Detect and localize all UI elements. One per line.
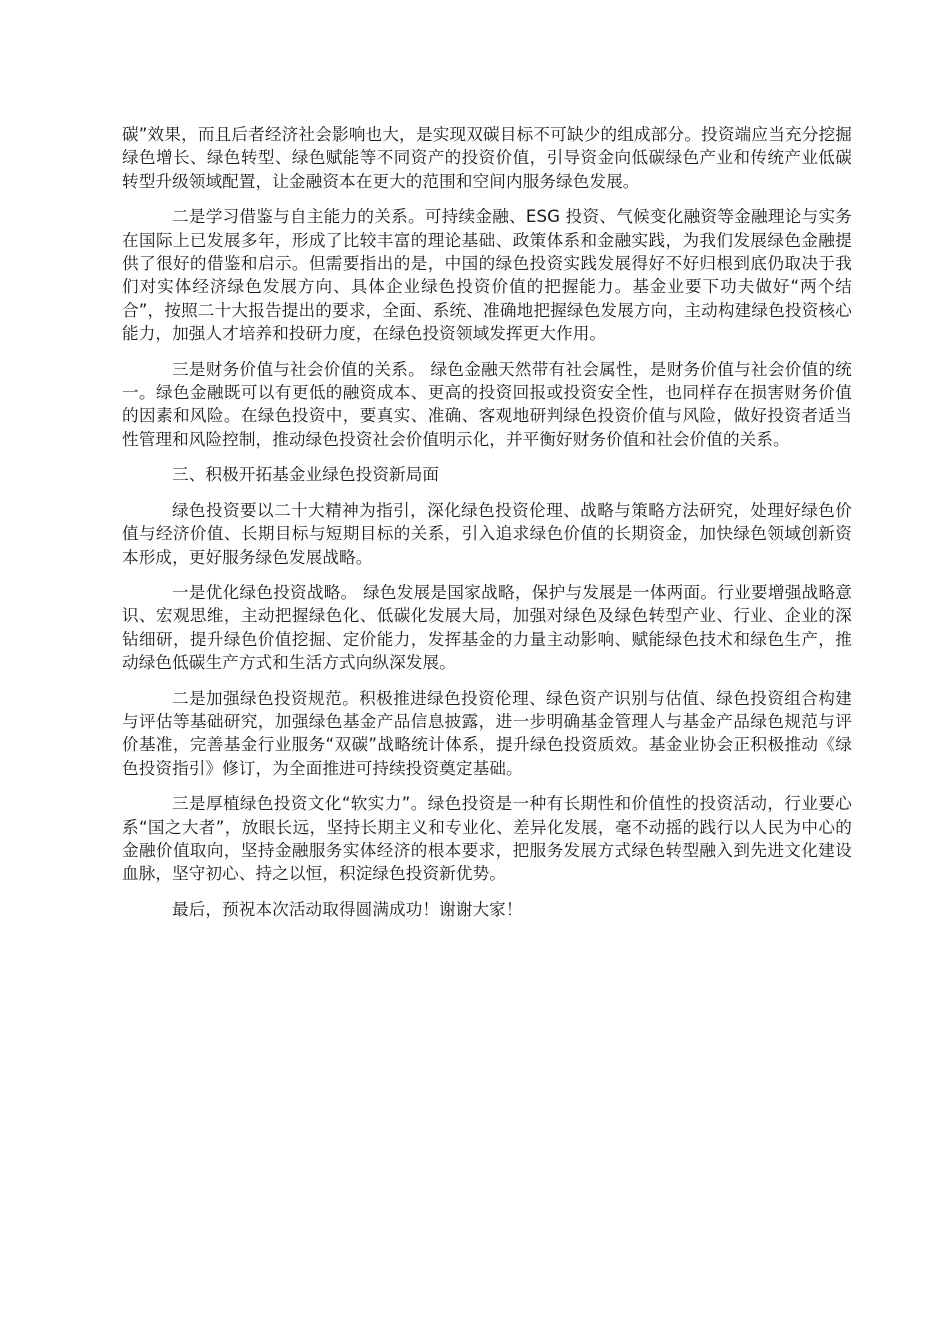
paragraph-closing: 最后，预祝本次活动取得圆满成功！谢谢大家！ xyxy=(172,899,523,919)
paragraph-optimize-strategy: 一是优化绿色投资战略。 绿色发展是国家战略，保护与发展是一体两面。行业要增强战略意识、宏观思维，主动把握绿色化、低碳化发展大局，加强对绿色及绿色转型产业、行业、企业的深钻细研，提升绿色价值挖掘、定价能力，发挥基金的力量主动影响、赋能绿色技术和绿色生产，推动绿色低碳生产方式和生活方式向纵深发展。 xyxy=(122,582,852,673)
paragraph-continuation: 碳”效果，而且后者经济社会影响也大，是实现双碳目标不可缺少的组成部分。投资端应当充分挖掘绿色增长、绿色转型、绿色赋能等不同资产的投资价值，引导资金向低碳绿色产业和传统产业低碳转型升级领域配置，让金融资本在更大的范围和空间内服务绿色发展。 xyxy=(122,125,852,191)
paragraph-investment-culture: 三是厚植绿色投资文化“软实力”。绿色投资是一种有长期性和价值性的投资活动，行业要心系“国之大者”，放眼长远，坚持长期主义和专业化、差异化发展，毫不动摇的践行以人民为中心的金融价值取向，坚持金融服务实体经济的根本要求，把服务发展方式绿色转型融入到先进文化建设血脉，坚守初心、持之以恒，积淀绿色投资新优势。 xyxy=(122,794,852,884)
document-body xyxy=(122,123,852,933)
paragraph-learning-vs-autonomy: 二是学习借鉴与自主能力的关系。可持续金融、ESG 投资、气候变化融资等金融理论与实务在国际上已发展多年，形成了比较丰富的理论基础、政策体系和金融实践，为我们发展绿色金融提供了很好的借鉴和启示。但需要指出的是，中国的绿色投资实践发展得好不好归根到底仍取决于我们对实体经济绿色发展方向、具体企业绿色投资价值的把握能力。基金业要下功夫做好“两个结合”，按照二十大报告提出的要求，全面、系统、准确地把握绿色发展方向，主动构建绿色投资核心能力，加强人才培养和投研力度，在绿色投资领域发挥更大作用。 xyxy=(122,207,852,344)
paragraph-strengthen-norms: 二是加强绿色投资规范。积极推进绿色投资伦理、绿色资产识别与估值、绿色投资组合构建与评估等基础研究，加强绿色基金产品信息披露，进一步明确基金管理人与基金产品绿色规范与评价基准，完善基金行业服务“双碳”战略统计体系，提升绿色投资质效。基金业协会正积极推动《绿色投资指引》修订，为全面推进可持续投资奠定基础。 xyxy=(122,688,852,778)
section-heading: 三、积极开拓基金业绿色投资新局面 xyxy=(172,465,440,485)
paragraph-financial-vs-social-value: 三是财务价值与社会价值的关系。 绿色金融天然带有社会属性，是财务价值与社会价值的统一。绿色金融既可以有更低的融资成本、更高的投资回报或投资安全性，也同样存在损害财务价值的因素和风险。在绿色投资中，要真实、准确、客观地研判绿色投资价值与风险，做好投资者适当性管理和风险控制，推动绿色投资社会价值明示化，并平衡好财务价值和社会价值的关系。 xyxy=(122,359,852,449)
paragraph-green-investment-intro: 绿色投资要以二十大精神为指引，深化绿色投资伦理、战略与策略方法研究，处理好绿色价值与经济价值、长期目标与短期目标的关系，引入追求绿色价值的长期资金，加快绿色领域创新资本形成，更好服务绿色发展战略。 xyxy=(122,500,852,567)
